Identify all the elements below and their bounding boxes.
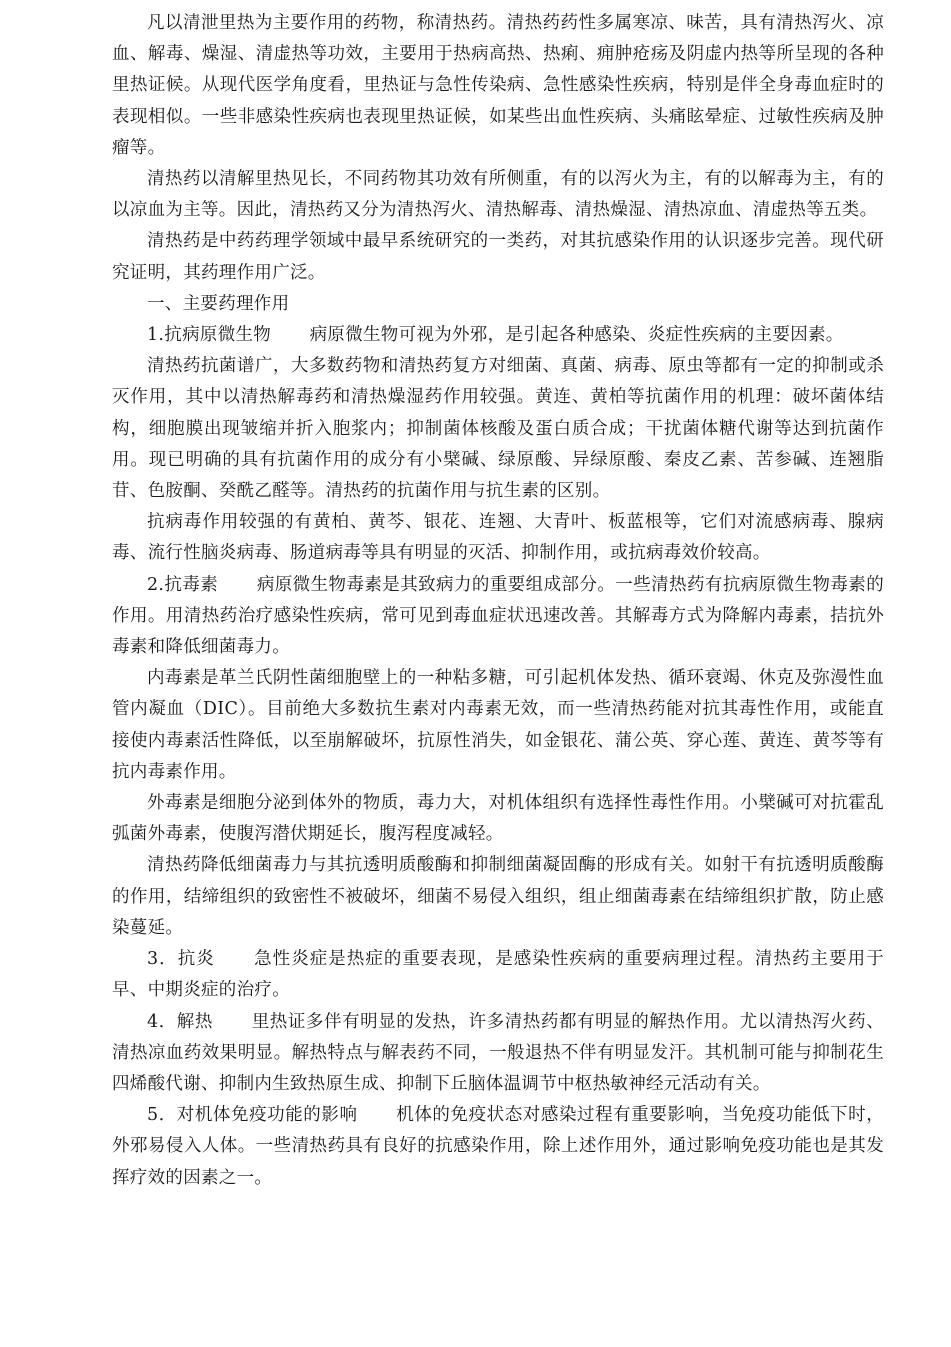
item-heading-immune: 5．对机体免疫功能的影响 [147,1105,358,1126]
paragraph-classification: 清热药以清解里热见长，不同药物其功效有所侧重，有的以泻火为主，有的以解毒为主，有的以凉血为主等。因此，清热药又分为清热泻火、清热解毒、清热燥湿、清热凉血、清虚热等五类。 [112,169,884,221]
paragraph-endotoxin: 内毒素是革兰氏阴性菌细胞壁上的一种粘多糖，可引起机体发热、循环衰竭、休克及弥漫性血管内凝血（DIC）。目前绝大多数抗生素对内毒素无效，而一些清热药能对抗其毒性作用，或能直接使内毒素活性降低，以至崩解破坏，抗原性消失，如金银花、蒲公英、穿心莲、黄连、黄芩等有抗内毒素作用。 [112,668,884,782]
item-heading-antimicrobial: 1.抗病原微生物 [147,325,272,346]
paragraph-anti-inflammatory: 3．抗炎 急性炎症是热症的重要表现，是感染性疾病的重要病理过程。清热药主要用于早、中期炎症的治疗。 [112,949,884,1001]
paragraph-immune: 5．对机体免疫功能的影响 机体的免疫状态对感染过程有重要影响，当免疫功能低下时，外邪易侵入人体。一些清热药具有良好的抗感染作用，除上述作用外，通过影响免疫功能也是其发挥疗效的因素之一。 [112,1105,884,1188]
paragraph-research: 清热药是中药药理学领域中最早系统研究的一类药，对其抗感染作用的认识逐步完善。现代研究证明，其药理作用广泛。 [112,231,884,283]
document-page [112,8,884,1194]
paragraph-antiviral: 抗病毒作用较强的有黄柏、黄芩、银花、连翘、大青叶、板蓝根等，它们对流感病毒、腺病毒、流行性脑炎病毒、肠道病毒等具有明显的灭活、抑制作用，或抗病毒效价较高。 [112,512,884,564]
paragraph-intro: 凡以清泄里热为主要作用的药物，称清热药。清热药药性多属寒凉、味苦，具有清热泻火、凉血、解毒、燥湿、清虚热等功效，主要用于热病高热、热痢、痈肿疮疡及阴虚内热等所呈现的各种里热证候。从现代医学角度看，里热证与急性传染病、急性感染性疾病，特别是伴全身毒血症时的表现相似。一些非感染性疾病也表现里热证候，如某些出血性疾病、头痛眩晕症、过敏性疾病及肿瘤等。 [112,13,884,158]
paragraph-antimicrobial: 1.抗病原微生物 病原微生物可视为外邪，是引起各种感染、炎症性疾病的主要因素。 [147,325,844,346]
paragraph-virulence: 清热药降低细菌毒力与其抗透明质酸酶和抑制细菌凝固酶的形成有关。如射干有抗透明质酸酶的作用，结缔组织的致密性不被破坏，细菌不易侵入组织，组止细菌毒素在结缔组织扩散，防止感染蔓延。 [112,855,884,938]
item-heading-antipyretic: 4．解热 [147,1011,213,1032]
paragraph-antitoxin: 2.抗毒素 病原微生物毒素是其致病力的重要组成部分。一些清热药有抗病原微生物毒素的作用。用清热药治疗感染性疾病，常可见到毒血症状迅速改善。其解毒方式为降解内毒素，拮抗外毒素和降低细菌毒力。 [112,574,885,658]
paragraph-antibacterial: 清热药抗菌谱广，大多数药物和清热药复方对细菌、真菌、病毒、原虫等都有一定的抑制或杀灭作用，其中以清热解毒药和清热燥湿药作用较强。黄连、黄柏等抗菌作用的机理：破坏菌体结构，细胞膜出现皱缩并折入胞浆内；抑制菌体核酸及蛋白质合成；干扰菌体糖代谢等达到抗菌作用。现已明确的具有抗菌作用的成分有小檗碱、绿原酸、异绿原酸、秦皮乙素、苦参碱、连翘脂苷、色胺酮、癸酰乙醛等。清热药的抗菌作用与抗生素的区别。 [112,356,884,502]
paragraph-exotoxin: 外毒素是细胞分泌到体外的物质，毒力大，对机体组织有选择性毒性作用。小檗碱可对抗霍乱弧菌外毒素，使腹泻潜伏期延长，腹泻程度减轻。 [112,793,884,845]
section-heading: 一、主要药理作用 [147,293,290,314]
paragraph-antipyretic: 4．解热 里热证多伴有明显的发热，许多清热药都有明显的解热作用。尤以清热泻火药、清热凉血药效果明显。解热特点与解表药不同，一般退热不伴有明显发汗。其机制可能与抑制花生四烯酸代谢、抑制内生致热原生成、抑制下丘脑体温调节中枢热敏神经元活动有关。 [112,1011,884,1094]
item-heading-anti-inflammatory: 3．抗炎 [147,949,215,970]
item-heading-antitoxin: 2.抗毒素 [147,574,219,595]
